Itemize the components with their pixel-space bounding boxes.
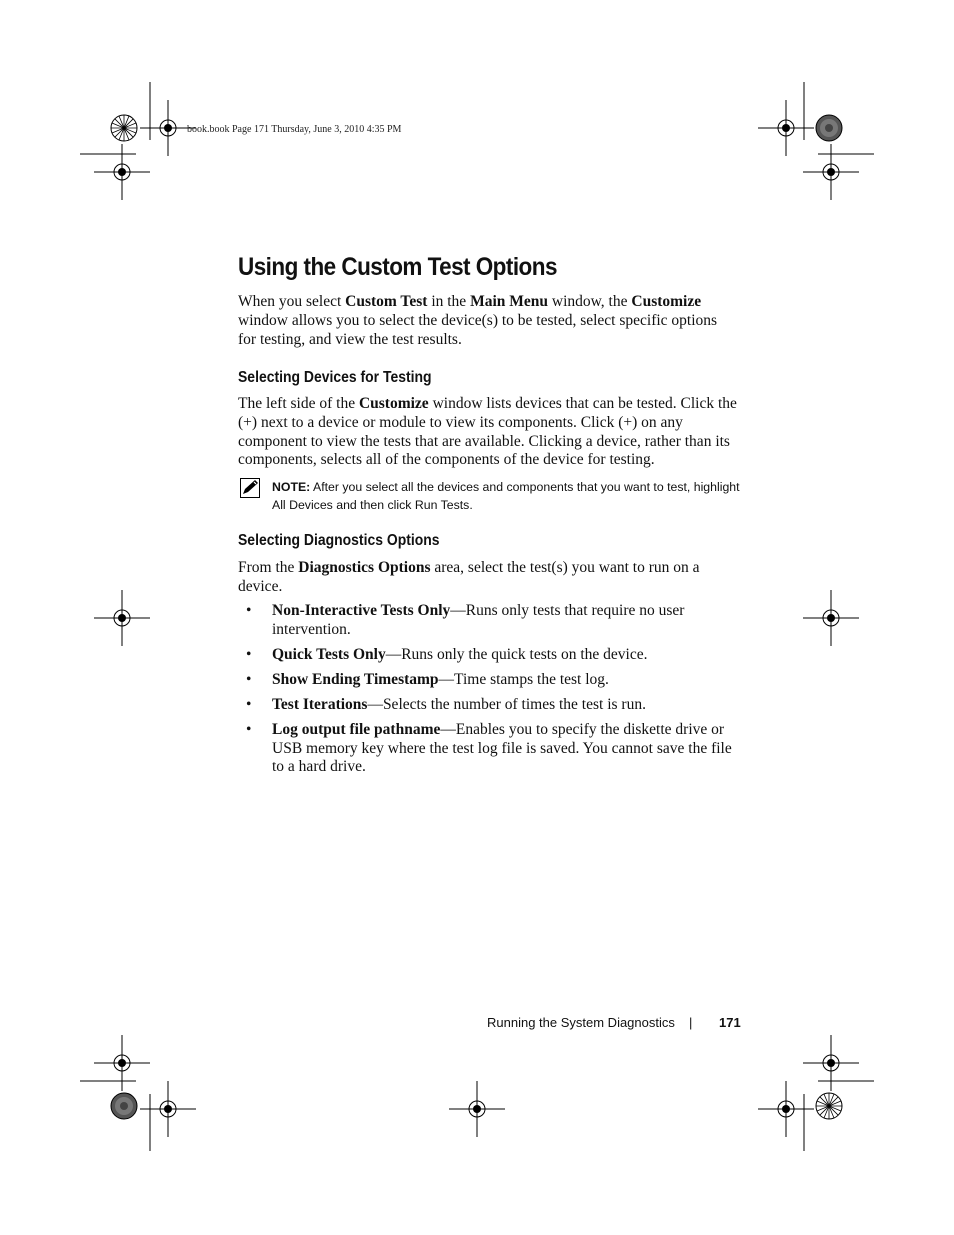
- note-callout: NOTE: After you select all the devices and components that you want to test, highlight All Devices and then click Run Tests.: [272, 480, 740, 512]
- diagnostics-paragraph: From the Diagnostics Options area, select the test(s) you want to run on a device.: [238, 559, 700, 595]
- list-item: • Test Iterations—Selects the number of times the test is run.: [238, 696, 738, 715]
- all-devices-term: All Devices: [272, 498, 333, 512]
- custom-test-term: Custom Test: [345, 293, 428, 310]
- list-item: • Quick Tests Only—Runs only the quick tests on the device.: [238, 646, 738, 665]
- section-heading-diagnostics: Selecting Diagnostics Options: [238, 532, 440, 549]
- run-tests-term: Run Tests: [414, 498, 470, 512]
- note-label: NOTE:: [272, 480, 311, 494]
- print-slug: book.book Page 171 Thursday, June 3, 2010 4:35 PM: [187, 124, 402, 135]
- devices-paragraph: The left side of the Customize window lists devices that can be tested. Click the (+) next to a device or module to view its components. Click (+) on any component to view the tests that are available. Clicking a device, rather than its components, selects all of the components of the device for testing.: [238, 395, 737, 469]
- list-item: • Non-Interactive Tests Only—Runs only tests that require no user intervention.: [238, 602, 738, 640]
- customize-term: Customize: [358, 395, 429, 412]
- footer-separator: |: [689, 1015, 693, 1030]
- list-item: • Show Ending Timestamp—Time stamps the test log.: [238, 671, 738, 690]
- list-item: • Log output file pathname—Enables you to specify the diskette drive or USB memory key where the test log file is saved. You cannot save the file to a hard drive.: [238, 721, 738, 777]
- note-pencil-icon: [240, 478, 262, 498]
- section-heading-devices: Selecting Devices for Testing: [238, 369, 432, 386]
- page-title: Using the Custom Test Options: [238, 253, 557, 281]
- main-menu-term: Main Menu: [470, 293, 548, 310]
- intro-paragraph: When you select Custom Test in the Main Menu window, the Customize window allows you to select the device(s) to be tested, select specific options for testing, and view the test results.: [238, 293, 718, 348]
- diagnostics-options-term: Diagnostics Options: [298, 559, 431, 576]
- page-number: 171: [719, 1015, 741, 1030]
- customize-term: Customize: [631, 293, 702, 310]
- diagnostics-options-list: [238, 602, 738, 783]
- footer-section-title: Running the System Diagnostics: [487, 1015, 675, 1030]
